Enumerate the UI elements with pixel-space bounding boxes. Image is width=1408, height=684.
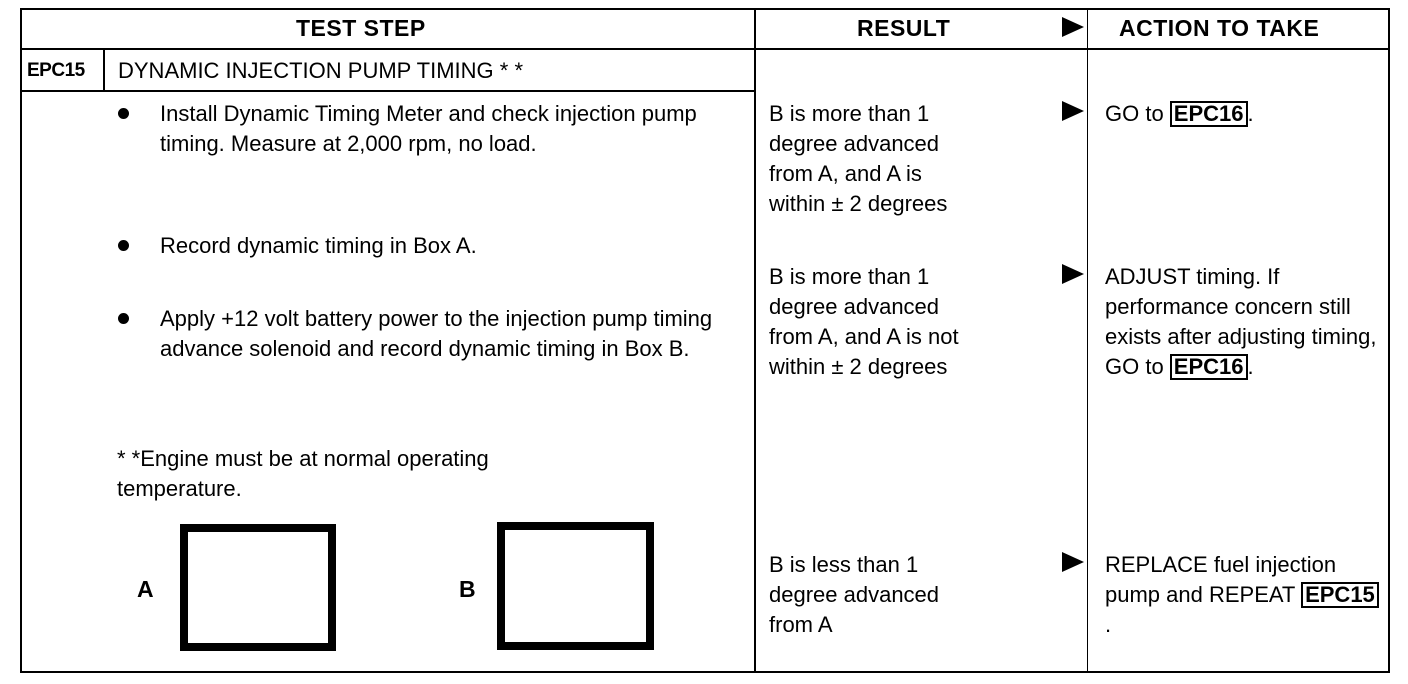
ref-epc16[interactable]: EPC16 [1170,354,1248,380]
row-1-arrow-icon [1062,101,1084,121]
table-top-border [20,8,1390,10]
row-2-arrow-icon [1062,264,1084,284]
bullet-icon [118,313,129,324]
result-row-3: B is less than 1 degree advanced from A [769,552,940,637]
action-row-1-suffix: . [1247,101,1254,126]
box-b-label: B [459,576,476,602]
result-column-divider [754,8,756,673]
header-arrow-icon [1062,17,1084,37]
action-row-3 [1105,550,1383,640]
step-code-divider [103,48,105,90]
step-title: DYNAMIC INJECTION PUMP TIMING * * [118,58,524,83]
result-row-1: B is more than 1 degree advanced from A, and A is within ± 2 degrees [769,101,948,216]
instruction-3: Apply +12 volt battery power to the injection pump timing advance solenoid and record dynamic timing in Box B. [160,306,713,361]
box-a [180,524,336,651]
action-row-1-text: GO to [1105,101,1170,126]
box-b [497,522,654,650]
operating-note: * *Engine must be at normal operating temperature. [117,446,489,501]
ref-epc16[interactable]: EPC16 [1170,101,1248,127]
instruction-2: Record dynamic timing in Box A. [160,233,477,258]
table-bottom-border [20,671,1390,673]
result-row-2: B is more than 1 degree advanced from A, and A is not within ± 2 degrees [769,264,959,379]
step-code: EPC15 [27,60,85,81]
action-column-divider [1087,8,1088,673]
table-left-border [20,8,22,673]
action-row-1 [1105,99,1383,129]
step-title-bottom-border [20,90,756,92]
header-bottom-border [20,48,1390,50]
header-result: RESULT [857,15,951,41]
ref-epc15[interactable]: EPC15 [1301,582,1379,608]
action-row-2 [1105,262,1383,382]
action-row-2-text: ADJUST timing. If performance concern still exists after adjusting timing, GO to [1105,264,1377,379]
bullet-icon [118,108,129,119]
table-right-border [1388,8,1390,673]
instruction-1: Install Dynamic Timing Meter and check injection pump timing. Measure at 2,000 rpm, no load. [160,101,697,156]
row-3-arrow-icon [1062,552,1084,572]
action-row-3-text: REPLACE fuel injection pump and REPEAT [1105,552,1337,607]
header-action: ACTION TO TAKE [1119,15,1320,41]
action-row-3-suffix: . [1105,612,1112,637]
header-test-step: TEST STEP [296,15,426,41]
action-row-2-suffix: . [1247,354,1254,379]
box-a-label: A [137,576,154,602]
bullet-icon [118,240,129,251]
